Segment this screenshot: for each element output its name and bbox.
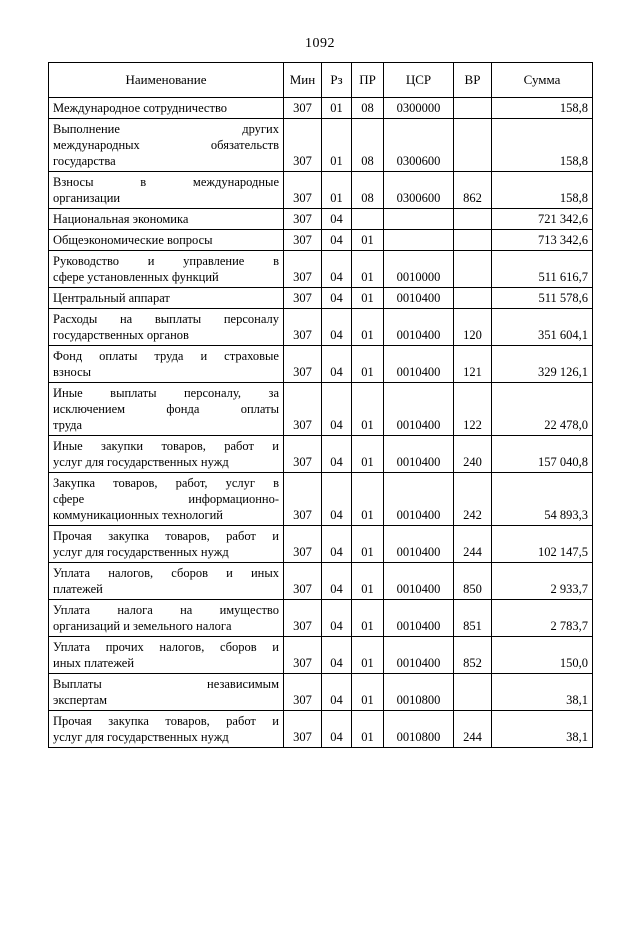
cell-min: 307 — [284, 563, 322, 600]
name-line: Общеэкономические вопросы — [53, 233, 213, 247]
name-line: труда — [53, 418, 83, 432]
cell-csr: 0010400 — [384, 637, 454, 674]
name-line: Международное сотрудничество — [53, 101, 228, 115]
name-line: Национальная экономика — [53, 212, 189, 226]
cell-rz: 04 — [322, 383, 352, 436]
cell-min: 307 — [284, 526, 322, 563]
column-header-name: Наименование — [49, 63, 284, 98]
cell-sum: 2 783,7 — [492, 600, 593, 637]
cell-rz: 04 — [322, 288, 352, 309]
cell-pr: 01 — [352, 383, 384, 436]
cell-csr: 0010400 — [384, 383, 454, 436]
cell-name — [49, 436, 284, 473]
cell-vr: 244 — [454, 526, 492, 563]
cell-csr: 0300600 — [384, 172, 454, 209]
column-header-pr: ПР — [352, 63, 384, 98]
cell-csr — [384, 230, 454, 251]
cell-csr: 0010400 — [384, 288, 454, 309]
table-row — [49, 98, 593, 119]
name-line: Расходы на выплаты персоналу — [53, 312, 279, 326]
cell-pr: 01 — [352, 473, 384, 526]
cell-min: 307 — [284, 674, 322, 711]
name-line: экспертам — [53, 693, 108, 707]
table-row — [49, 436, 593, 473]
document-page — [0, 36, 640, 941]
cell-pr: 01 — [352, 674, 384, 711]
table-row — [49, 119, 593, 172]
cell-min: 307 — [284, 119, 322, 172]
cell-min: 307 — [284, 436, 322, 473]
cell-vr: 120 — [454, 309, 492, 346]
table-row — [49, 600, 593, 637]
cell-rz: 04 — [322, 637, 352, 674]
column-header-vr: ВР — [454, 63, 492, 98]
cell-name — [49, 251, 284, 288]
budget-table-container — [0, 62, 640, 748]
cell-vr: 851 — [454, 600, 492, 637]
cell-min: 307 — [284, 383, 322, 436]
cell-sum: 351 604,1 — [492, 309, 593, 346]
column-header-rz: Рз — [322, 63, 352, 98]
cell-pr: 01 — [352, 309, 384, 346]
cell-sum: 158,8 — [492, 172, 593, 209]
name-line: организации — [53, 191, 121, 205]
cell-rz: 04 — [322, 674, 352, 711]
table-row — [49, 711, 593, 748]
name-line: Уплата налога на имущество — [53, 603, 279, 617]
cell-name — [49, 637, 284, 674]
cell-name — [49, 563, 284, 600]
cell-rz: 01 — [322, 172, 352, 209]
name-line: сфере установленных функций — [53, 270, 219, 284]
cell-sum: 158,8 — [492, 98, 593, 119]
cell-name — [49, 600, 284, 637]
cell-rz: 04 — [322, 209, 352, 230]
cell-rz: 04 — [322, 436, 352, 473]
cell-csr: 0300000 — [384, 98, 454, 119]
name-line: Руководство и управление в — [53, 254, 279, 268]
cell-name — [49, 711, 284, 748]
name-line: Уплата налогов, сборов и иных — [53, 566, 279, 580]
cell-min: 307 — [284, 600, 322, 637]
cell-name — [49, 98, 284, 119]
cell-rz: 04 — [322, 563, 352, 600]
cell-name — [49, 230, 284, 251]
column-header-sum: Сумма — [492, 63, 593, 98]
table-row — [49, 172, 593, 209]
cell-sum: 150,0 — [492, 637, 593, 674]
cell-min: 307 — [284, 637, 322, 674]
name-line: Центральный аппарат — [53, 291, 170, 305]
table-body — [49, 98, 593, 748]
cell-sum: 157 040,8 — [492, 436, 593, 473]
cell-pr: 01 — [352, 600, 384, 637]
cell-sum: 511 616,7 — [492, 251, 593, 288]
name-line: сфере информационно- — [53, 492, 279, 506]
cell-rz: 04 — [322, 346, 352, 383]
cell-rz: 04 — [322, 526, 352, 563]
name-line: государственных органов — [53, 328, 189, 342]
cell-min: 307 — [284, 473, 322, 526]
table-row — [49, 346, 593, 383]
cell-sum: 329 126,1 — [492, 346, 593, 383]
cell-rz: 04 — [322, 251, 352, 288]
cell-min: 307 — [284, 346, 322, 383]
name-line: Иные выплаты персоналу, за — [53, 386, 279, 400]
name-line: Уплата прочих налогов, сборов и — [53, 640, 279, 654]
name-line: Выполнение других — [53, 122, 279, 136]
cell-sum: 721 342,6 — [492, 209, 593, 230]
name-line: иных платежей — [53, 656, 135, 670]
name-line: коммуникационных технологий — [53, 508, 223, 522]
table-row — [49, 637, 593, 674]
cell-vr — [454, 209, 492, 230]
cell-csr: 0010400 — [384, 600, 454, 637]
cell-rz: 04 — [322, 473, 352, 526]
cell-name — [49, 383, 284, 436]
cell-csr: 0300600 — [384, 119, 454, 172]
name-line: Закупка товаров, работ, услуг в — [53, 476, 279, 490]
table-row — [49, 383, 593, 436]
cell-name — [49, 346, 284, 383]
cell-pr: 01 — [352, 711, 384, 748]
cell-csr: 0010000 — [384, 251, 454, 288]
cell-name — [49, 674, 284, 711]
cell-sum: 2 933,7 — [492, 563, 593, 600]
name-line: Прочая закупка товаров, работ и — [53, 714, 279, 728]
name-line: Взносы в международные — [53, 175, 279, 189]
cell-name — [49, 473, 284, 526]
name-line: услуг для государственных нужд — [53, 455, 229, 469]
cell-min: 307 — [284, 309, 322, 346]
cell-pr: 01 — [352, 436, 384, 473]
cell-pr: 01 — [352, 251, 384, 288]
cell-sum: 713 342,6 — [492, 230, 593, 251]
cell-pr: 08 — [352, 119, 384, 172]
cell-vr — [454, 674, 492, 711]
cell-sum: 54 893,3 — [492, 473, 593, 526]
table-row — [49, 526, 593, 563]
cell-min: 307 — [284, 98, 322, 119]
cell-csr: 0010400 — [384, 309, 454, 346]
table-row — [49, 288, 593, 309]
cell-vr: 852 — [454, 637, 492, 674]
name-line: Иные закупки товаров, работ и — [53, 439, 279, 453]
cell-name — [49, 119, 284, 172]
cell-sum: 511 578,6 — [492, 288, 593, 309]
cell-pr: 01 — [352, 526, 384, 563]
cell-vr: 862 — [454, 172, 492, 209]
cell-min: 307 — [284, 711, 322, 748]
cell-name — [49, 209, 284, 230]
cell-vr: 850 — [454, 563, 492, 600]
cell-sum: 38,1 — [492, 674, 593, 711]
cell-sum: 22 478,0 — [492, 383, 593, 436]
cell-rz: 04 — [322, 711, 352, 748]
table-row — [49, 309, 593, 346]
cell-rz: 01 — [322, 119, 352, 172]
table-row — [49, 209, 593, 230]
column-header-min: Мин — [284, 63, 322, 98]
column-header-csr: ЦСР — [384, 63, 454, 98]
name-line: Выплаты независимым — [53, 677, 279, 691]
cell-min: 307 — [284, 209, 322, 230]
cell-vr — [454, 119, 492, 172]
cell-pr: 01 — [352, 230, 384, 251]
name-line: исключением фонда оплаты — [53, 402, 279, 416]
cell-vr — [454, 230, 492, 251]
cell-vr: 240 — [454, 436, 492, 473]
cell-name — [49, 526, 284, 563]
table-header-row — [49, 63, 593, 98]
name-line: международных обязательств — [53, 138, 279, 152]
cell-vr: 244 — [454, 711, 492, 748]
page-number: 1092 — [305, 36, 335, 51]
cell-csr — [384, 209, 454, 230]
cell-csr: 0010800 — [384, 711, 454, 748]
cell-min: 307 — [284, 251, 322, 288]
table-row — [49, 674, 593, 711]
cell-rz: 04 — [322, 600, 352, 637]
cell-pr: 01 — [352, 346, 384, 383]
cell-pr: 01 — [352, 563, 384, 600]
table-row — [49, 563, 593, 600]
table-header — [49, 63, 593, 98]
cell-name — [49, 172, 284, 209]
cell-sum: 102 147,5 — [492, 526, 593, 563]
cell-csr: 0010400 — [384, 526, 454, 563]
name-line: услуг для государственных нужд — [53, 545, 229, 559]
cell-min: 307 — [284, 288, 322, 309]
cell-csr: 0010400 — [384, 346, 454, 383]
cell-vr — [454, 98, 492, 119]
cell-vr: 122 — [454, 383, 492, 436]
cell-name — [49, 309, 284, 346]
cell-csr: 0010400 — [384, 563, 454, 600]
table-row — [49, 251, 593, 288]
cell-csr: 0010400 — [384, 473, 454, 526]
name-line: государства — [53, 154, 116, 168]
table-row — [49, 230, 593, 251]
cell-vr — [454, 251, 492, 288]
cell-csr: 0010800 — [384, 674, 454, 711]
cell-sum: 38,1 — [492, 711, 593, 748]
name-line: организаций и земельного налога — [53, 619, 232, 633]
cell-pr: 01 — [352, 288, 384, 309]
cell-pr: 08 — [352, 98, 384, 119]
name-line: Прочая закупка товаров, работ и — [53, 529, 279, 543]
cell-rz: 04 — [322, 309, 352, 346]
cell-rz: 04 — [322, 230, 352, 251]
cell-vr: 242 — [454, 473, 492, 526]
name-line: взносы — [53, 365, 92, 379]
budget-table — [48, 62, 593, 748]
table-row — [49, 473, 593, 526]
cell-rz: 01 — [322, 98, 352, 119]
cell-sum: 158,8 — [492, 119, 593, 172]
name-line: платежей — [53, 582, 103, 596]
cell-min: 307 — [284, 172, 322, 209]
cell-vr: 121 — [454, 346, 492, 383]
cell-pr — [352, 209, 384, 230]
cell-pr: 08 — [352, 172, 384, 209]
name-line: услуг для государственных нужд — [53, 730, 229, 744]
cell-csr: 0010400 — [384, 436, 454, 473]
name-line: Фонд оплаты труда и страховые — [53, 349, 279, 363]
cell-vr — [454, 288, 492, 309]
cell-pr: 01 — [352, 637, 384, 674]
cell-min: 307 — [284, 230, 322, 251]
cell-name — [49, 288, 284, 309]
